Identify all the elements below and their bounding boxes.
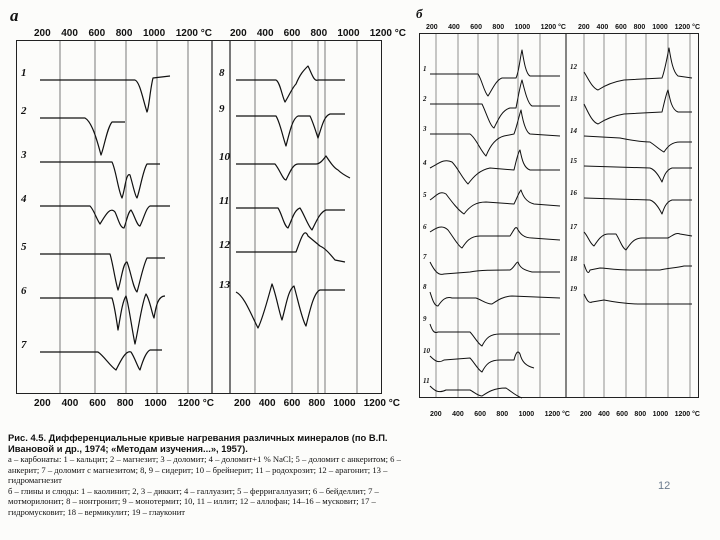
panel-a-curve-label-5: 5 [21,241,27,253]
panel-b-curve-label-17: 17 [570,223,577,231]
panel-a-curve-4 [40,206,170,228]
page-number: 12 [658,480,671,492]
panel-a-curve-label-12: 12 [219,239,230,251]
panel-b-curve-13 [584,90,692,124]
panel-b-curve-12 [584,48,692,90]
tick-label: 200 [430,411,442,418]
tick-label: 600 [89,398,106,409]
panel-b-curve-label-2: 2 [423,95,427,103]
panel-b-curve-label-19: 19 [570,285,577,293]
tick-label: 1200 °C [674,24,700,31]
tick-label: 800 [115,28,133,39]
panel-a-curve-label-8: 8 [219,67,225,79]
figure-caption [8,432,412,518]
panel-a-curve-6 [40,294,165,344]
panel-a-curve-label-6: 6 [21,285,27,297]
panel-a-curve-label-3: 3 [21,149,27,161]
tick-label: 800 [308,398,326,409]
panel-b-curve-label-13: 13 [570,95,577,103]
panel-a-curve-label-2: 2 [21,105,27,117]
panel-b-curve-label-5: 5 [423,191,427,199]
tick-label: 800 [634,411,647,418]
tick-label: 200 [34,28,51,39]
panel-a-curve-13 [236,284,345,328]
tick-label: 800 [492,24,505,31]
tick-label: 1200 °C [674,411,700,418]
panel-b-curve-label-10: 10 [423,347,430,355]
panel-b-curve-1 [430,50,560,96]
panel-b-curve-2 [430,80,560,128]
tick-label: 600 [283,28,301,39]
panel-b-curve-label-4: 4 [423,159,427,167]
tick-label: 600 [474,411,486,418]
panel-b-curve-4 [430,150,560,184]
tick-label: 1200 °C [363,398,400,409]
panel-b-letter: б [416,6,423,21]
tick-label: 1000 [337,28,360,39]
panel-b-curve-label-8: 8 [423,283,427,291]
panel-b-curve-9 [430,324,560,346]
tick-label: 800 [116,398,134,409]
tick-label: 1000 [333,398,356,409]
tick-label: 200 [34,398,51,409]
tick-label: 1000 [518,411,535,418]
panel-b-curve-7 [430,262,560,274]
panel-a-curve-1 [40,76,170,112]
tick-label: 400 [598,411,610,418]
panel-b-curve-15 [584,166,692,182]
tick-label: 600 [470,24,482,31]
panel-a-letter: a [10,6,19,25]
panel-a-curve-label-1: 1 [21,67,27,79]
panel-a-curve-label-7: 7 [21,339,27,351]
panel-b-curve-label-6: 6 [423,223,427,231]
panel-a-curve-label-11: 11 [219,195,230,207]
tick-label: 1000 [514,24,531,31]
panel-b-curve-label-12: 12 [570,63,577,71]
tick-label: 1000 [144,398,167,409]
panel-b-curve-label-15: 15 [570,157,577,165]
tick-label: 400 [61,398,79,409]
panel-a-curve-label-9: 9 [219,103,225,115]
tick-label: 1000 [652,411,669,418]
panel-a-curve-8 [236,66,345,102]
panel-b-curve-6 [430,227,560,248]
caption-line-carbonates: а – карбонаты: 1 – кальцит; 2 – магнезит; 3 – доломит; 4 – доломит+1 % NaCl; 5 – доломит с анкеритом; 6 – анкерит; 7 – доломит с магнезитом; 8, 9 – сидерит; 10 – брейнерит; 11 – родохрозит; 12 – арагонит; 13 – гидромагнезит [8,454,401,486]
tick-label: 800 [496,411,509,418]
tick-label: 600 [88,28,106,39]
panel-b-curve-label-9: 9 [423,315,427,323]
tick-label: 200 [234,398,251,409]
tick-label: 1200 °C [177,398,214,409]
panel-a-curve-2 [40,118,125,155]
tick-label: 800 [633,24,646,31]
panel-b-curve-18 [584,264,692,272]
tick-label: 200 [230,28,247,39]
tick-label: 200 [580,411,592,418]
tick-label: 1200 °C [175,28,212,39]
tick-label: 1200 °C [544,411,570,418]
panel-b-curve-label-11: 11 [423,377,430,385]
tick-label: 400 [258,398,276,409]
panel-b-curve-label-16: 16 [570,189,577,197]
tick-label: 400 [448,24,460,31]
panel-b-curve-19 [584,294,692,304]
tick-label: 200 [426,24,438,31]
tick-label: 600 [615,24,627,31]
panel-b-curve-label-18: 18 [570,255,577,263]
panel-a-curve-label-13: 13 [219,279,230,291]
panel-a-curve-9 [236,114,345,146]
panel-b-curve-label-3: 3 [423,125,427,133]
tick-label: 1200 °C [540,24,566,31]
caption-line-clays: б – глины и слюды: 1 – каолинит; 2, 3 – диккит; 4 – галлуазит; 5 – ферригаллуазит; 6 – бейделлит; 7 – мотморилонит; 8 – нонтронит; 9 – монотермит; 10, 11 – иллит; 12 – аллофан; 14–16 – мусковит; 17 – гидромусковит; 18 – вермикулит; 19 – глауконит [8,485,379,517]
tick-label: 1000 [142,28,166,39]
panel-b-curve-label-1: 1 [423,65,427,73]
caption-title: Рис. 4.5. Дифференциальные кривые нагревания различных минералов (по В.П. Ивановой и др., 1974; «Методам изучения...», 1957). [8,432,388,454]
tick-label: 400 [61,28,78,39]
tick-label: 400 [256,28,274,39]
tick-label: 400 [452,411,464,418]
tick-label: 600 [616,411,628,418]
panel-b-curve-label-14: 14 [570,127,577,135]
tick-label: 1000 [652,24,668,31]
panel-a-curve-10 [236,156,350,180]
panel-a-curve-label-10: 10 [219,151,230,163]
panel-b-curve-14 [584,136,692,152]
panel-a-curve-3 [40,162,160,198]
panel-b-curve-5 [430,190,560,214]
tick-label: 600 [283,398,301,409]
panel-b-curve-label-7: 7 [423,253,427,261]
tick-label: 800 [310,28,328,39]
panel-a-curve-7 [40,350,162,370]
panel-a-curve-11 [236,208,345,230]
tick-label: 200 [578,24,590,31]
panel-b-curve-3 [430,110,560,156]
panel-a-curve-5 [40,254,165,292]
panel-b-curve-16 [584,198,692,214]
panel-a-curve-label-4: 4 [21,193,27,205]
panel-a-curve-12 [236,233,345,262]
panel-b-curve-11 [430,386,522,398]
panel-b-curve-8 [430,292,560,306]
panel-b-curve-17 [584,232,692,250]
panel-b-curve-10 [430,352,534,372]
tick-label: 1200 °C [369,28,406,39]
tick-label: 400 [596,24,609,31]
